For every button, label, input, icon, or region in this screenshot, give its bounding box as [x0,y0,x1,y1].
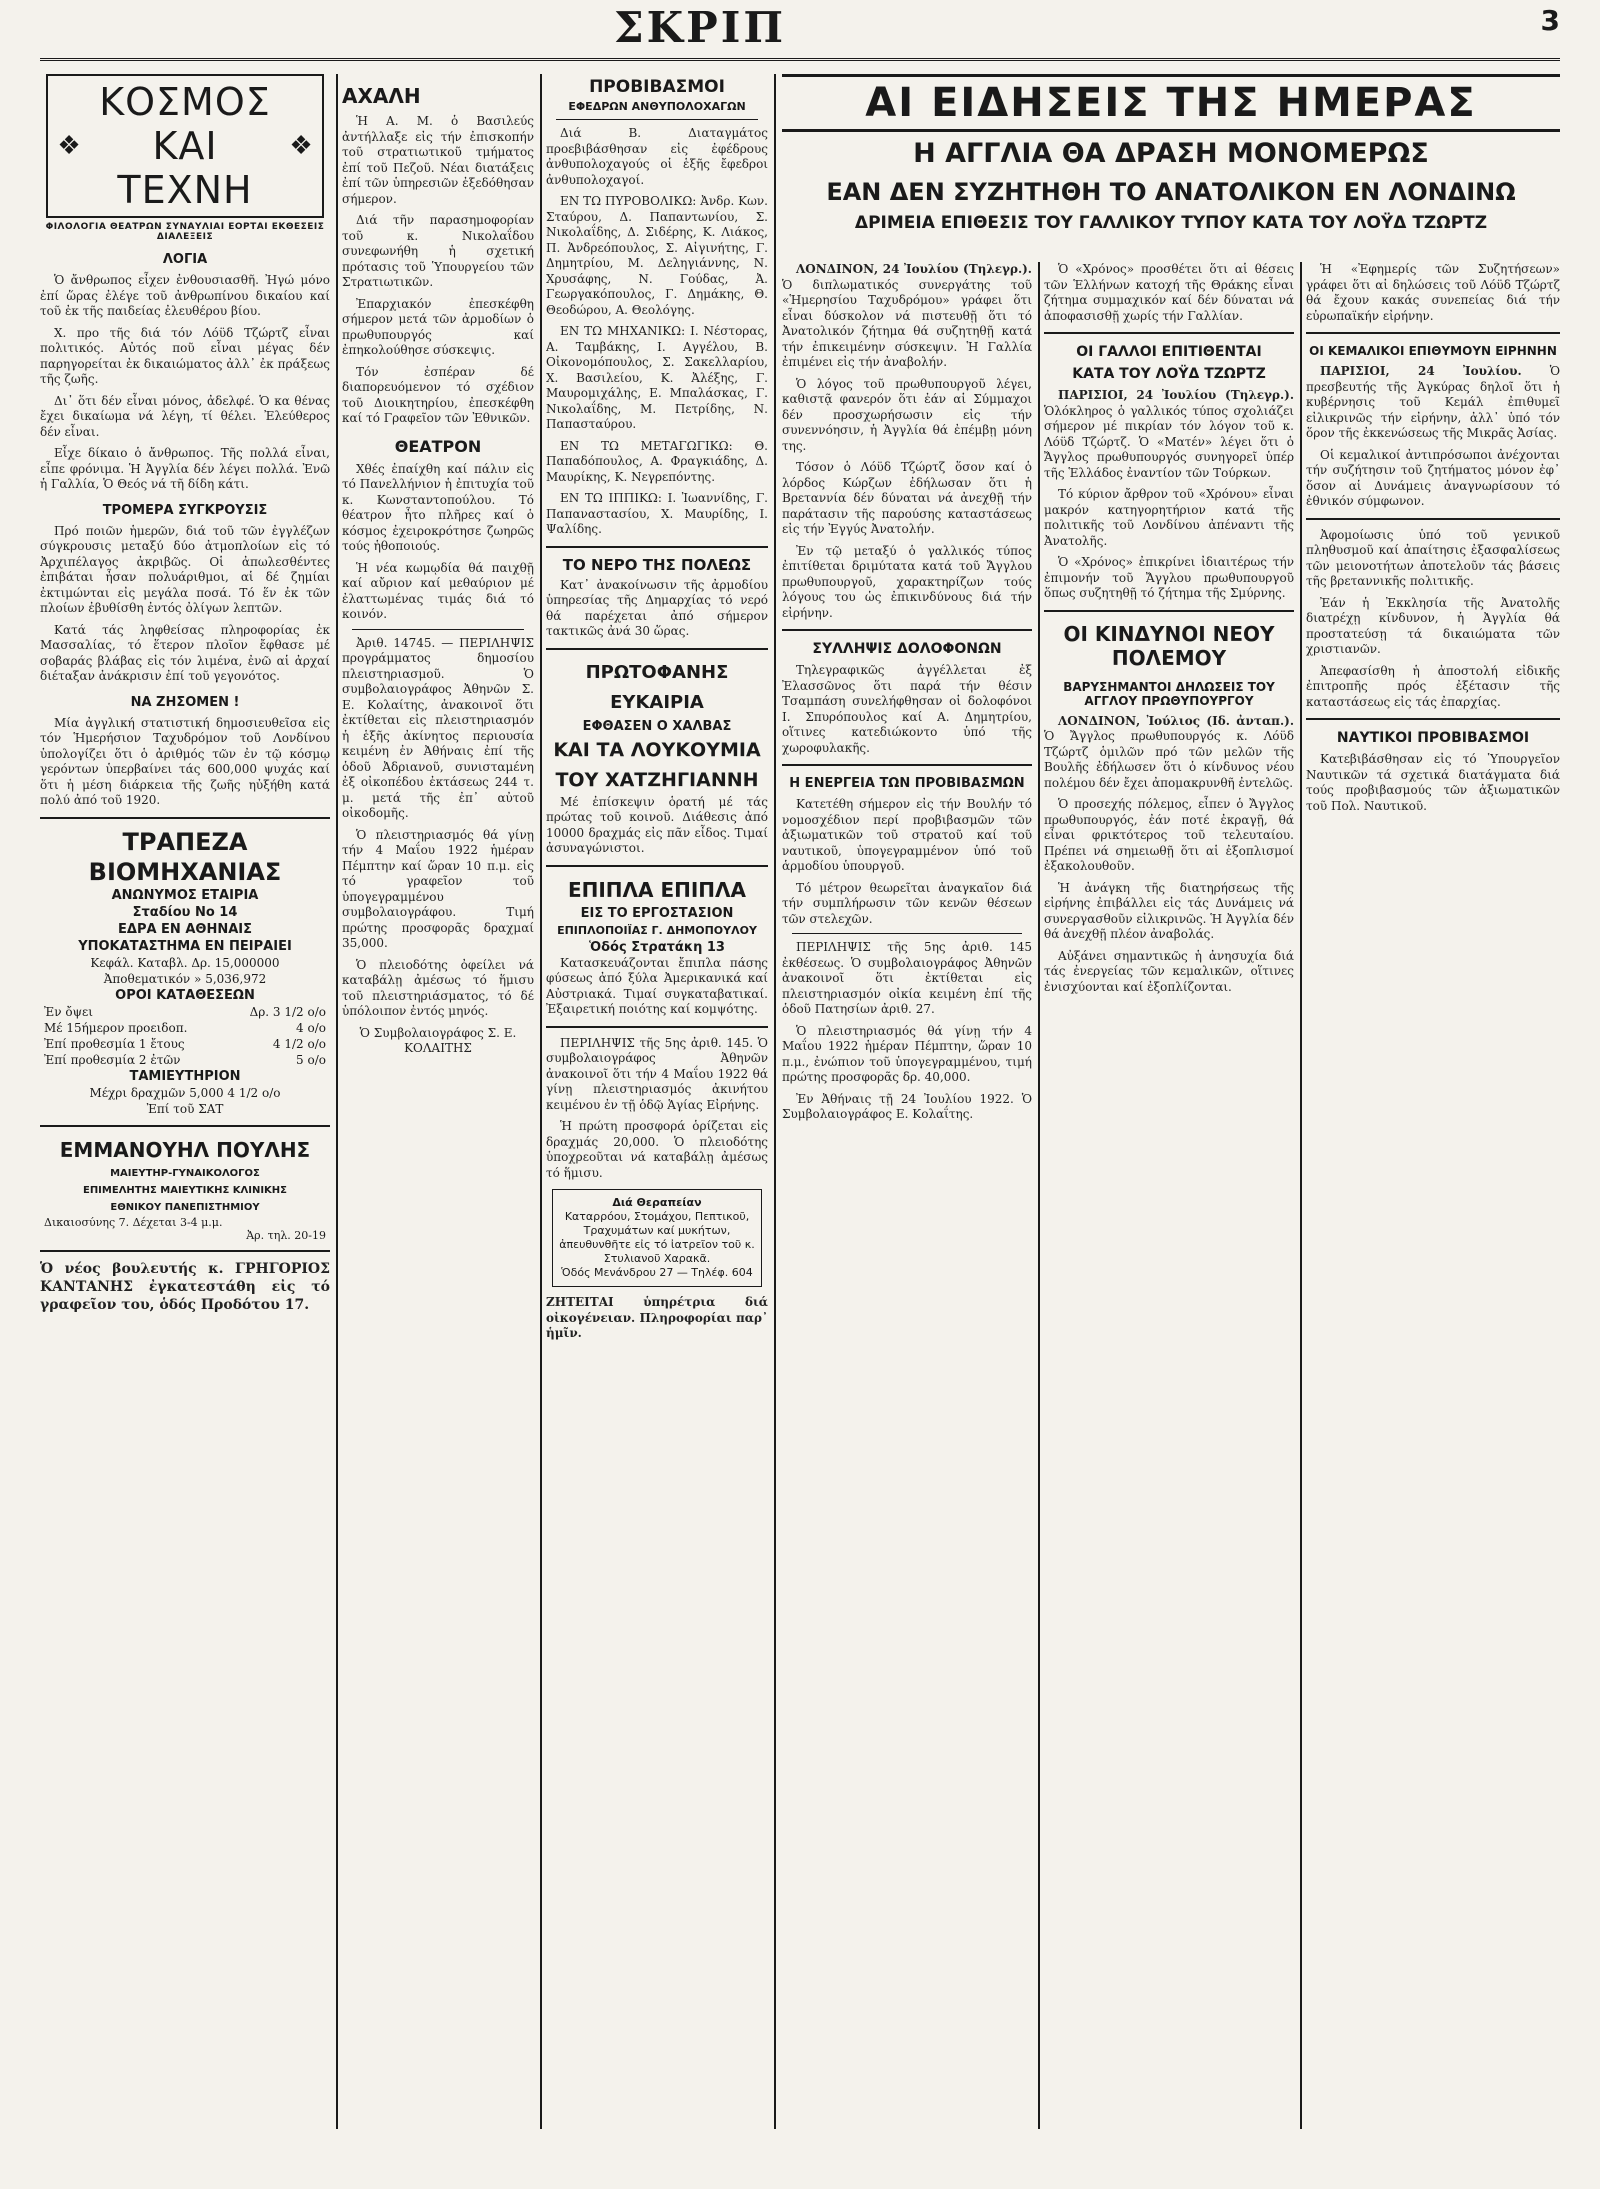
article-paragraph: Ὁ ἄνθρωπος εἶχεν ἐνθουσιασθῆ. Ἠγώ μόνο ἐπί ὥρας ἐλέγε τοῦ ἀνθρωπίνου δικαίου καί τοῦ ἐκ τῆς παιδείας ἐλευθέρου βίου. [40,273,330,318]
article-heading: ΟΙ ΚΕΜΑΛΙΚΟΙ ΕΠΙΘΥΜΟΥΝ ΕΙΡΗΝΗΝ [1309,344,1557,358]
savings-rate: Μέχρι δραχμῶν 5,000 4 1/2 ο/ο [89,1085,281,1100]
article-heading: ΚΑΤΑ ΤΟΥ ΛΟΫΔ ΤΖΩΡΤΖ [1072,366,1266,382]
divider [40,1250,330,1252]
article-heading: Η ΕΝΕΡΓΕΙΑ ΤΩΝ ΠΡΟΒΙΒΑΣΜΩΝ [789,776,1025,791]
article-paragraph: Ἡ νέα κωμῳδία θά παιχθῇ καί αὔριον καί μεθαύριον μέ ἐλαττωμένας τιμάς διά τό κοινόν. [342,560,534,621]
divider [40,1125,330,1127]
doctor-ad-phone: Ἀρ. τηλ. 20-19 [246,1228,326,1242]
bank-reserve: Ἀποθεματικόν » 5,036,972 [103,971,267,986]
main-headline: Η ΑΓΓΛΙΑ ΘΑ ΔΡΑΣΗ ΜΟΝΟΜΕΡΩΣ [913,138,1429,169]
rate-row: Ἐπί προθεσμία 2 ἐτῶν 5 ο/ο [44,1052,326,1067]
column-3 [546,74,768,2129]
article-paragraph: Ἡ ἀνάγκη τῆς διατηρήσεως τῆς εἰρήνης ἐπιβάλλει εἰς τάς Δυνάμεις νά συνεργασθοῦν εἰλικρινῶς. Ἡ Ἀγγλία δέν θά ἀνεχθῇ πλέον ἀναβολάς. [1044,880,1294,941]
ornament-icon: ❖ [289,131,313,161]
news-banner: ΑΙ ΕΙΔΗΣΕΙΣ ΤΗΣ ΗΜΕΡΑΣ [782,74,1560,132]
article-heading: ΤΟ ΝΕΡΟ ΤΗΣ ΠΟΛΕΩΣ [562,555,752,574]
bank-capital: Κεφάλ. Καταβλ. Δρ. 15,000000 [90,955,280,970]
furniture-ad-line: Ὁδός Στρατάκη 13 [589,939,725,955]
article-paragraph: Κατά τάς ληφθείσας πληροφορίας ἐκ Μασσαλίας, τό ἕτερον πλοῖον ἔφθασε μέ σοβαράς βλάβας εἰς τόν λιμένα, ἐνῶ αἱ ἀρχαί διέταξαν ἀνάκρισιν ἐπί τοῦ γεγονότος. [40,622,330,683]
furniture-ad-body: Κατασκευάζονται ἔπιπλα πάσης φύσεως ἀπό ξύλα Ἀμερικανικά καί Αὐστριακά. Τιμαί συγκαταβατικαί. Ἐξαιρετική ποιότης καί κομψότης. [546,955,768,1016]
rate-row: Ἐν ὄψει Δρ. 3 1/2 ο/ο [44,1004,326,1019]
article-paragraph: Ἐπαρχιακόν ἐπεσκέφθη σήμερον μετά τῶν ἀρμοδίων ὁ πρωθυπουργός καί ἐπηκολούθησε σύσκεψις. [342,296,534,357]
kosmos-kai-texni-header [46,74,324,218]
article-paragraph: Τόσον ὁ Λόϋδ Τζώρτζ ὅσον καί ὁ λόρδος Κώρζων ἐδήλωσαν ὅτι ἡ Βρεταννία δέν δύναται νά ἀνεχθῇ τήν παράτασιν τῆς παρούσης καταστάσεως εἰς τήν Ἐγγύς Ἀνατολήν. [782,460,1032,536]
article-paragraph: Τό μέτρον θεωρεῖται ἀναγκαῖον διά τήν συμπλήρωσιν τῶν κενῶν θέσεων τῶν στελεχῶν. [782,880,1032,926]
article-paragraph: Πρό ποιῶν ἡμερῶν, διά τοῦ τῶν ἐγγλέζων σύγκρουσις μεταξύ δύο ἀτμοπλοίων εἰς τό Ἀρχιπέλαγος ἀκριβῶς. Οἱ ἀπωλεσθέντες ἐπιβάται ἦσαν πολυάριθμοι, αἱ δέ ζημίαι ἐκτιμώνται εἰς μεγάλα ποσά. Τό ἕν ἐκ τῶν πλοίων ἐβυθίσθη ἐντός ὀλίγων λεπτῶν. [40,523,330,615]
article-paragraph: Δι᾽ ὅτι δέν εἶναι μόνος, ἀδελφέ. Ὁ κα θένας ἔχει δικαίωμα νά λέγη, τί θέλει. Ἐλεύθερος δέν εἶναι. [40,393,330,439]
legal-notice-paragraph: Ὁ πλειστηριασμός θά γίνῃ τήν 4 Μαΐου 1922 ἡμέραν Πέμπτην καί ὥραν 10 π.μ. εἰς τό γραφεῖον τοῦ ὑπογεγραμμένου συμβολαιογράφου. Τιμή πρώτης προσφορᾶς δραχμαί 35,000. [342,827,534,950]
article-paragraph: Κατεβιβάσθησαν εἰς τό Ὑπουργεῖον Ναυτικῶν τά σχετικά διατάγματα διά τούς προβιβασμούς τῶν ἀξιωματικῶν τοῦ Πολ. Ναυτικοῦ. [1306,752,1560,813]
article-paragraph: ΛΟΝΔΙΝΟΝ, 24 Ἰουλίου (Τηλεγρ.). Ὁ διπλωματικός συνεργάτης τοῦ «Ἡμερησίου Ταχυδρόμου» γράφει ὅτι εἶναι δύσκολον νά πιστευθῇ ὅτι τό Ἀνατολικόν ζήτημα θά συζητηθῇ κατά τήν ἐπικειμένην σύσκεψιν. Ἡ Γαλλία ἐπιμένει εἰς τήν ἀναβολήν. [782,262,1032,369]
dateline: ΛΟΝΔΙΝΟΝ, 24 Ἰουλίου (Τηλεγρ.). [796,262,1032,276]
article-paragraph: Χ. προ τῆς διά τόν Λόϋδ Τζώρτζ εἶναι πολιτικός. Αὐτός ποῦ εἶναι μέγας δέν παρηγορείται ἐκ δικαιώματος ἀλλ᾽ ἐκ πράξεως τῆς ζωῆς. [40,325,330,386]
dateline: ΛΟΝΔΙΝΟΝ, Ἰούλιος (Ιδ. ἀνταπ.). [1058,713,1294,728]
article-heading: ΟΙ ΓΑΛΛΟΙ ΕΠΙΤΙΘΕΝΤΑΙ [1076,344,1262,360]
article-paragraph: Κατ᾽ ἀνακοίνωσιν τῆς ἀρμοδίου ὑπηρεσίας τῆς Δημαρχίας τό νερό θά παρέχεται ἀπό σήμερον τακτικῶς ἀνά 30 ὥρας. [546,577,768,638]
divider [1306,518,1560,520]
article-paragraph: ΠΑΡΙΣΙΟΙ, 24 Ἰουλίου. Ὁ πρεσβευτής τῆς Ἀγκύρας δηλοῖ ὅτι ἡ κυβέρνησις τοῦ Κεμάλ ἐπιθυμεῖ εἰλικρινῶς τήν εἰρήνην, ἀλλ᾽ ὑπό τόν ὅρον τῆς ἐκκενώσεως τῆς Μικρᾶς Ἀσίας. [1306,364,1560,440]
column-rule [336,74,338,2129]
announcement: Ὁ νέος βουλευτής κ. ΓΡΗΓΟΡΙΟΣ ΚΑΝΤΑΝΗΣ ἐγκατεστάθη εἰς τό γραφεῖον του, ὁδός Προδότου 17. [40,1260,330,1313]
masthead-title: ΣΚΡΙΠ [613,3,787,52]
article-paragraph: Ἐάν ἡ Ἐκκλησία τῆς Ἀνατολῆς διατρέχῃ κίνδυνον, ἡ Ἀγγλία θά προστατεύσῃ τά δικαιώματα τῶν χριστιανῶν. [1306,595,1560,656]
article-paragraph: Κατετέθη σήμερον εἰς τήν Βουλήν τό νομοσχέδιον περί προβιβασμῶν τῶν ἀξιωματικῶν τοῦ στρατοῦ καί τοῦ ναυτικοῦ, ὑπογεγραμμένον ὑπό τοῦ ἁρμοδίου ὑπουργοῦ. [782,797,1032,873]
masthead-rule [40,58,1560,61]
bank-terms-heading: ΟΡΟΙ ΚΑΤΑΘΕΣΕΩΝ [115,987,255,1003]
sweets-ad-title: ΠΡΩΤΟΦΑΝΗΣ ΕΥΚΑΙΡΙΑ [585,661,729,713]
article-heading: ΛΟΓΙΑ [162,252,208,267]
article-paragraph: ΠΑΡΙΣΙΟΙ, 24 Ἰουλίου (Τηλεγρ.). Ὁλόκληρος ὁ γαλλικός τύπος σχολιάζει σήμερον μέ πικρίαν τόν λόγον τοῦ κ. Λόϋδ Τζώρτζ. Ὁ «Ματέν» λέγει ὅτι ὁ Ἄγγλος πρωθυπουργός συνηγορεῖ ὑπέρ τῆς Ἑλλάδος ἐναντίον τῶν Τούρκων. [1044,388,1294,480]
legal-notice-paragraph: ΠΕΡΙΛΗΨΙΣ τῆς 5ης ἀριθ. 145. Ὁ συμβολαιογράφος Ἀθηνῶν ἀνακοινοῖ ὅτι τήν 4 Μαΐου 1922 θά γίνῃ πλειστηριασμός ἀκινήτου κειμένου ἐν τῇ ὁδῷ Ἁγίας Εἰρήνης. [546,1035,768,1112]
divider [792,933,1022,934]
article-paragraph: Ἐν τῷ μεταξύ ὁ γαλλικός τύπος ἐπιτίθεται δριμύτατα κατά τοῦ Ἄγγλου πρωθυπουργοῦ, χαρακτηρίζων τούς λόγους του ὡς ἐπικινδύνους διά τήν εἰρήνην. [782,543,1032,620]
furniture-ad-title: ΕΠΙΠΛΑ ΕΠΙΠΛΑ [567,877,747,902]
bank-ad-title: ΤΡΑΠΕΖΑ ΒΙΟΜΗΧΑΝΙΑΣ [88,827,282,886]
dateline: ΠΑΡΙΣΙΟΙ, 24 Ἰουλίου. [1320,364,1522,378]
news-column-a [782,262,1032,2129]
column-2 [342,74,534,2129]
divider [1306,718,1560,720]
article-heading: ΤΡΟΜΕΡΑ ΣΥΓΚΡΟΥΣΙΣ [102,502,268,518]
news-column-b [1044,262,1294,2129]
rate-row: Ἐπί προθεσμία 1 ἔτους 4 1/2 ο/ο [44,1036,326,1051]
bank-ad-line: ΑΝΩΝΥΜΟΣ ΕΤΑΙΡΙΑ [111,887,259,903]
divider [40,817,330,819]
doctor-ad-line: ΜΑΙΕΥΤΗΡ-ΓΥΝΑΙΚΟΛΟΓΟΣ [110,1167,260,1179]
legal-notice-signature: Ὁ Συμβολαιογράφος Σ. Ε. ΚΟΛΑΙΤΗΣ [359,1025,517,1055]
section-title: ΚΟΣΜΟΣ ΚΑΙ ΤΕΧΝΗ [99,80,271,212]
article-paragraph: Εἶχε δίκαιο ὁ ἄνθρωπος. Τῆς πολλά εἶναι, εἶπε φρόνιμα. Ἡ Ἀγγλία δέν λέγει πολλά. Ἐνῶ ἡ Γαλλία, Ὁ Θεός νά τῆ δίδη κάτι. [40,446,330,491]
article-heading: ΣΥΛΛΗΨΙΣ ΔΟΛΟΦΟΝΩΝ [812,641,1002,657]
article-paragraph: Τηλεγραφικῶς ἀγγέλλεται ἐξ Ἐλασσῶνος ὅτι παρά τήν θέσιν Τσαμπάση συνελήφθησαν οἱ δολοφόνοι Ι. Σπυρόπουλος καί Α. Δημητρίου, οἵτινες κατεδιώκοντο ὑπό τῆς χωροφυλακῆς. [782,663,1032,755]
sweets-ad-line: ΕΦΘΑΣΕΝ Ο ΧΑΛΒΑΣ [582,718,732,734]
main-headline-2: ΕΑΝ ΔΕΝ ΣΥΖΗΤΗΘΗ ΤΟ ΑΝΑΤΟΛΙΚΟΝ ΕΝ ΛΟΝΔΙΝΩ [826,178,1516,206]
article-paragraph: ΛΟΝΔΙΝΟΝ, Ἰούλιος (Ιδ. ἀνταπ.). Ὁ Ἄγγλος πρωθυπουργός κ. Λόϋδ Τζώρτζ ὁμιλῶν πρό τῶν μελῶν τῆς Βουλῆς ἐδήλωσεν ὅτι ὁ κίνδυνος νέου πολέμου δέν ἔχει ἀπομακρυνθῆ ἐντελῶς. [1044,713,1294,790]
article-paragraph: ΕΝ ΤΩ ΜΕΤΑΓΩΓΙΚΩ: Θ. Παπαδόπουλος, Α. Φραγκιάδης, Δ. Μαυρίκης, Κ. Νεγρεπόντης. [546,438,768,484]
article-heading: ΑΧΑΛΗ [342,84,421,108]
divider [546,648,768,650]
clinic-ad-body: Καταρρόου, Στομάχου, Πεπτικοῦ, Τραχυμάτων καί μυκήτων, ἀπευθυνθῆτε εἰς τό ἰατρεῖον τοῦ κ. Στυλιανοῦ Χαρακᾶ. [559,1210,755,1265]
article-paragraph: Διά τῆν παρασημοφορίαν τοῦ κ. Νικολαΐδου συνεφωνήθη ἡ σχετική πρότασις τοῦ Ὑπουργείου τῶν Στρατιωτικῶν. [342,213,534,289]
dateline: ΠΑΡΙΣΙΟΙ, 24 Ἰουλίου (Τηλεγρ.). [1058,388,1294,402]
article-paragraph: Τό κύριον ἄρθρον τοῦ «Χρόνου» εἶναι μακρόν κατηγορητήριον κατά τῆς πολιτικῆς τοῦ Λονδίνου ἀπέναντι τῆς Ἀνατολῆς. [1044,487,1294,548]
column-rule [1300,262,1302,2129]
doctor-ad-contact: Δικαιοσύνης 7. Δέχεται 3-4 μ.μ. [44,1215,223,1229]
doctor-ad-line: ΕΘΝΙΚΟΥ ΠΑΝΕΠΙΣΤΗΜΙΟΥ [110,1201,260,1213]
divider [1306,332,1560,334]
legal-notice-paragraph: Ἐν Ἀθήναις τῇ 24 Ἰουλίου 1922. Ὁ Συμβολαιογράφος Ε. Κολαΐτης. [782,1091,1032,1121]
furniture-ad-line: ΕΙΣ ΤΟ ΕΡΓΟΣΤΑΣΙΟΝ [580,905,734,921]
divider [782,629,1032,631]
legal-notice-paragraph: Ἡ πρώτη προσφορά ὁρίζεται εἰς δραχμάς 20,000. Ὁ πλειοδότης ὑποχρεοῦται νά καταβάλῃ ἀμέσως τό ἥμισυ. [546,1119,768,1180]
article-paragraph: Αὐξάνει σημαντικῶς ἡ ἀνησυχία διά τάς ἐνεργείας τῶν κεμαλικῶν, οἵτινες ἐνισχύονται καί ἐξοπλίζονται. [1044,948,1294,994]
savings-heading: ΤΑΜΙΕΥΤΗΡΙΟΝ [129,1068,241,1084]
legal-notice-paragraph: ΠΕΡΙΛΗΨΙΣ τῆς 5ης ἀριθ. 145 ἐκθέσεως. Ὁ συμβολαιογράφος Ἀθηνῶν ἀνακοινοῖ ὅτι ἐκτίθεται εἰς πλειστηριασμόν οἰκία κειμένη ἐπί τῆς ὁδοῦ Πατησίων ἀριθ. 27. [782,940,1032,1016]
divider [546,865,768,867]
legal-notice-paragraph: Ὁ πλειστηριασμός θά γίνῃ τήν 4 Μαΐου 1922 ἡμέραν Πέμπτην, ὥραν 10 π.μ., ἐνώπιον τοῦ ὑπογεγραμμένου, τιμή πρώτης προσφορᾶς δρ. 40,000. [782,1023,1032,1084]
article-paragraph: Ὁ «Χρόνος» προσθέτει ὅτι αἱ θέσεις τῶν Ἑλλήνων κατοχή τῆς Θράκης εἶναι ζήτημα συμμαχικόν καί δέν δύναται νά ἀποφασισθῇ χωρίς τήν Γαλλίαν. [1044,262,1294,323]
article-paragraph: ΕΝ ΤΩ ΜΗΧΑΝΙΚΩ: Ι. Νέστορας, Α. Ταμβάκης, Ι. Αγγέλου, Β. Οἰκονομόπουλος, Σ. Σακελλαρίου, Χ. Βασιλείου, Κ. Ἀλέξης, Γ. Μαυρομιχάλης, Ε. Μπαλάσκας, Γ. Νικολαΐδης, Μ. Πετρίδης, Ν. Παπασταύρου. [546,324,768,431]
clinic-ad-box [552,1189,762,1287]
divider [1044,610,1294,612]
article-paragraph: Διά Β. Διαταγμάτος προεβιβάσθησαν εἰς ἐφέδρους ἀνθυπολοχαγούς οἱ ἑξῆς ἔφεδροι ἀνθυπολοχαγοί. [546,126,768,187]
column-rule [774,74,776,2129]
legal-notice-paragraph: Ὁ πλειοδότης ὀφείλει νά καταβάλῃ ἀμέσως τό ἥμισυ τοῦ πλειστηριάσματος, τό δέ ὑπόλοιπον ἐντός μηνός. [342,957,534,1018]
bank-ad-line: Σταδίου Νο 14 [132,904,238,920]
page-number: 3 [1540,4,1560,37]
rate-row: Μέ 15ήμερον προειδοπ. 4 ο/ο [44,1020,326,1035]
clinic-ad-address: Ὁδός Μενάνδρου 27 — Τηλέφ. 604 [561,1266,753,1279]
article-heading: ΟΙ ΚΙΝΔΥΝΟΙ ΝΕΟΥ ΠΟΛΕΜΟΥ [1063,621,1275,670]
divider [546,1026,768,1028]
sweets-ad-line: ΚΑΙ ΤΑ ΛΟΥΚΟΥΜΙΑ [553,738,761,761]
article-paragraph: Ἀφομοίωσις ὑπό τοῦ γενικοῦ πληθυσμοῦ καί ἀπαίτησις ἐξασφαλίσεως τῶν μειονοτήτων ἀποτελοῦν τάς βάσεις τῆς βρεταννικῆς πολιτικῆς. [1306,527,1560,588]
divider [546,546,768,548]
divider [782,764,1032,766]
main-subheadline: ΔΡΙΜΕΙΑ ΕΠΙΘΕΣΙΣ ΤΟΥ ΓΑΛΛΙΚΟΥ ΤΥΠΟΥ ΚΑΤΑ ΤΟΥ ΛΟΫΔ ΤΖΩΡΤΖ [854,213,1488,233]
article-heading: ΠΡΟΒΙΒΑΣΜΟΙ [589,77,725,97]
doctor-ad-title: ΕΜΜΑΝΟΥΗΛ ΠΟΥΛΗΣ [59,1137,311,1162]
ornament-icon: ❖ [57,131,81,161]
divider [1044,332,1294,334]
divider [556,119,758,120]
article-paragraph: Μία ἀγγλική στατιστική δημοσιευθεῖσα εἰς τόν Ἡμερήσιον Ταχυδρόμον τοῦ Λονδίνου ὑπολογίζει ὅτι ὁ ἀριθμός τῶν ἐν τῷ κόσμῳ γερόντων ὑπερβαίνει τάς 600,000 ψυχάς καί ὅτι ἡ μέση διάρκεια τῆς ζωῆς ηὐξήθη κατά πολύ ἀπό τοῦ 1920. [40,715,330,807]
wanted-ad: ΖΗΤΕΙΤΑΙ ὑπηρέτρια διά οἰκογένειαν. Πληροφορίαι παρ᾽ ἡμῖν. [546,1295,768,1340]
article-subheading: ΕΦΕΔΡΩΝ ΑΝΘΥΠΟΛΟΧΑΓΩΝ [568,100,746,113]
divider [352,629,524,630]
column-1 [40,74,330,2129]
article-heading: ΘΕΑΤΡΟΝ [394,436,482,456]
article-paragraph: ΕΝ ΤΩ ΙΠΠΙΚΩ: Ι. Ἰωαννίδης, Γ. Παπαναστασίου, Χ. Μαυρίδης, Ι. Ψαλίδης. [546,491,768,536]
article-paragraph: ΕΝ ΤΩ ΠΥΡΟΒΟΛΙΚΩ: Ἀνδρ. Κων. Σταύρου, Δ. Παπαντωνίου, Σ. Νικολαΐδης, Δ. Σιδέρης, Κ. Λιάκος, Π. Ἀνδρεόπουλος, Σ. Αἰγινήτης, Γ. Δημητρίου, Μ. Δεληγιάννης, Ν. Χρυσάφης, Ν. Γούδας, Ἀ. Γεωργακόπουλος, Γ. Δημάκης, Θ. Θεοδώρου, Α. Θεολόγης. [546,194,768,317]
clinic-ad-title: Διά Θεραπείαν [612,1196,702,1209]
article-paragraph: Ὁ «Χρόνος» ἐπικρίνει ἰδιαιτέρως τήν ἐπιμονήν τοῦ Ἄγγλου πρωθυπουργοῦ ὅπως συζητηθῇ τό ζήτημα τῆς Σμύρνης. [1044,555,1294,600]
sweets-ad-line: ΤΟΥ ΧΑΤΖΗΓΙΑΝΝΗ [555,768,759,791]
article-paragraph: Ὁ λόγος τοῦ πρωθυπουργοῦ λέγει, καθιστᾷ φανερόν ὅτι ἐάν αἱ Σύμμαχοι δέν προσχωρήσωσιν εἰς τήν συνεννόησιν, ἡ Ἀγγλία θά ἐπέμβῃ μόνη της. [782,376,1032,453]
column-rule [1038,262,1040,2129]
article-paragraph: Χθές ἐπαίχθη καί πάλιν εἰς τό Πανελλήνιον ἡ ἐπιτυχία τοῦ κ. Κωνσταντοπούλου. Τό θέατρον ἦτο πλῆρες καί ὁ κόσμος ἐχειροκρότησε ζωηρῶς τούς ἡθοποιούς. [342,461,534,553]
news-of-the-day [782,74,1560,240]
doctor-ad-line: ΕΠΙΜΕΛΗΤΗΣ ΜΑΙΕΥΤΙΚΗΣ ΚΛΙΝΙΚΗΣ [82,1184,288,1196]
bank-ad-line: ΕΔΡΑ ΕΝ ΑΘΗΝΑΙΣ [118,921,252,937]
bank-ad-line: ΥΠΟΚΑΤΑΣΤΗΜΑ ΕΝ ΠΕΙΡΑΙΕΙ [78,938,292,954]
article-paragraph: Τόν ἐσπέραν δέ διαπορευόμενον τό σχέδιον τοῦ Διοικητηρίου, ἐπεσκέφθη καί τό Γραφεῖον τῶν Ἐθνικῶν. [342,364,534,425]
furniture-ad-line: ΕΠΙΠΛΟΠΟΙΪΑΣ Γ. ΔΗΜΟΠΟΥΛΟΥ [557,923,757,937]
article-paragraph: Ἡ «Ἐφημερίς τῶν Συζητήσεων» γράφει ὅτι αἱ δηλώσεις τοῦ Λόϋδ Τζώρτζ θά ἔχουν κακάς συνεπείας διά τήν εὐρωπαϊκήν εἰρήνην. [1306,262,1560,323]
section-subtitle: ΦΙΛΟΛΟΓΙΑ ΘΕΑΤΡΩΝ ΣΥΝΑΥΛΙΑΙ ΕΟΡΤΑΙ ΕΚΘΕΣΕΙΣ ΔΙΑΛΕΞΕΙΣ [45,222,325,242]
sweets-ad-body: Μέ ἐπίσκεψιν ὁρατή μέ τάς πρώτας τοῦ κοινοῦ. Διάθεσις ἀπό 10000 δραχμάς εἰς πᾶν εἶδος. Τιμαί ἀσυναγώνιστοι. [546,794,768,855]
savings-note: Ἐπί τοῦ ΣΑΤ [146,1101,224,1116]
article-subheading: ΒΑΡΥΣΗΜΑΝΤΟΙ ΔΗΛΩΣΕΙΣ ΤΟΥ ΑΓΓΛΟΥ ΠΡΩΘΥΠΟΥΡΓΟΥ [1063,679,1275,708]
column-rule [540,74,542,2129]
legal-notice-paragraph: Ἀριθ. 14745. — ΠΕΡΙΛΗΨΙΣ προγράμματος δημοσίου πλειστηριασμοῦ. Ὁ συμβολαιογράφος Ἀθηνῶν Σ. Ε. Κολαίτης, ἀνακοινοῖ ὅτι ἐκτίθεται εἰς πλειστηριασμόν ἡ ἑξῆς ἀκίνητος περιουσία κειμένη ἐν Ἀθήναις ἐπί τῆς ὁδοῦ Ἀδριανοῦ, συνισταμένη ἐξ οἰκοπέδου ἐκτάσεως 244 τ. μ. μετά τῆς ἐπ᾽ αὐτοῦ οἰκοδομῆς. [342,635,534,820]
article-heading: ΝΑΥΤΙΚΟΙ ΠΡΟΒΙΒΑΣΜΟΙ [1336,730,1530,746]
news-column-c [1306,262,1560,2129]
article-heading: ΝΑ ΖΗΣΟΜΕΝ ! [130,694,240,710]
article-paragraph: Ἀπεφασίσθη ἡ ἀποστολή εἰδικῆς ἐπιτροπῆς πρός ἐξέτασιν τῆς καταστάσεως εἰς τάς ἐπαρχίας. [1306,663,1560,709]
article-paragraph: Ὁ προσεχής πόλεμος, εἶπεν ὁ Ἄγγλος πρωθυπουργός, ἐάν ποτέ ἐκραγῇ, θά εἶναι φρικτότερος τοῦ τελευταίου. Πρέπει νά σημειωθῇ ὅτι αἱ ἐξοπλισμοί ἐξακολουθοῦν. [1044,797,1294,873]
article-paragraph: Ἡ Α. Μ. ὁ Βασιλεύς ἀντήλλαξε εἰς τήν ἐπισκοπήν τοῦ στρατιωτικοῦ τμήματος ἐπί τοῦ Πεζοῦ. Νέαι διατάξεις ἐπί τῶν ὑπηρεσιῶν ἐξεδόθησαν σήμερον. [342,114,534,206]
article-paragraph: Οἱ κεμαλικοί ἀντιπρόσωποι ἀνέχονται τήν συζήτησιν τοῦ ζητήματος μόνον ἐφ᾽ ὅσον αἱ Δυνάμεις ἀναγνωρίσουν τό ἐθνικόν σύμφωνον. [1306,447,1560,508]
